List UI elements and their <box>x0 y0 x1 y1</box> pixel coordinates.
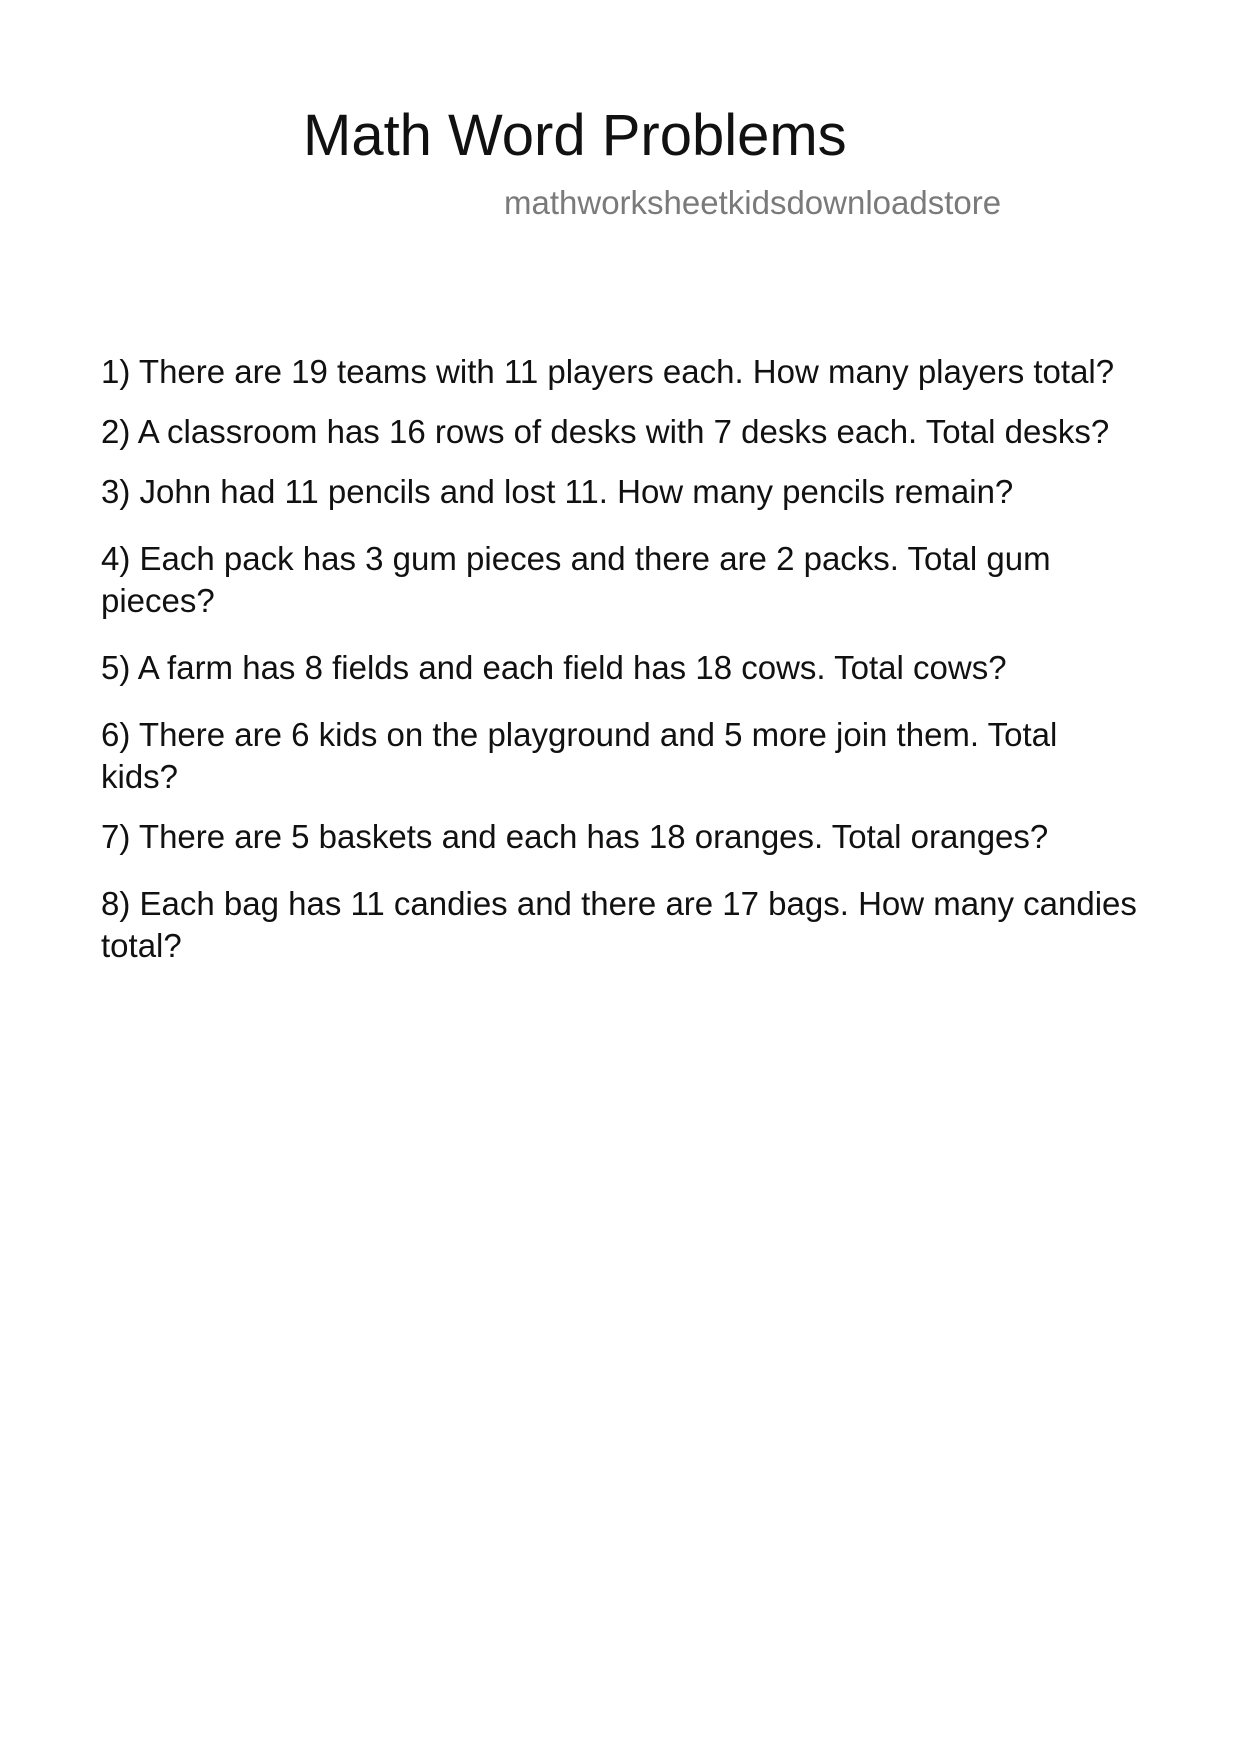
problem-list <box>101 351 1141 967</box>
page-subtitle: mathworksheetkidsdownloadstore <box>504 184 1002 221</box>
problem-6: 6) There are 6 kids on the playground and 5 more join them. Total kids? <box>101 716 1058 795</box>
page-title: Math Word Problems <box>303 103 847 168</box>
problem-4: 4) Each pack has 3 gum pieces and there are 2 packs. Total gum pieces? <box>101 540 1051 619</box>
problem-8: 8) Each bag has 11 candies and there are 17 bags. How many candies total? <box>101 885 1137 964</box>
problem-7: 7) There are 5 baskets and each has 18 oranges. Total oranges? <box>101 818 1049 855</box>
problem-5: 5) A farm has 8 fields and each field has 18 cows. Total cows? <box>101 649 1007 686</box>
problem-3: 3) John had 11 pencils and lost 11. How many pencils remain? <box>101 473 1014 510</box>
problem-1: 1) There are 19 teams with 11 players each. How many players total? <box>101 353 1115 390</box>
problem-2: 2) A classroom has 16 rows of desks with 7 desks each. Total desks? <box>101 413 1110 450</box>
